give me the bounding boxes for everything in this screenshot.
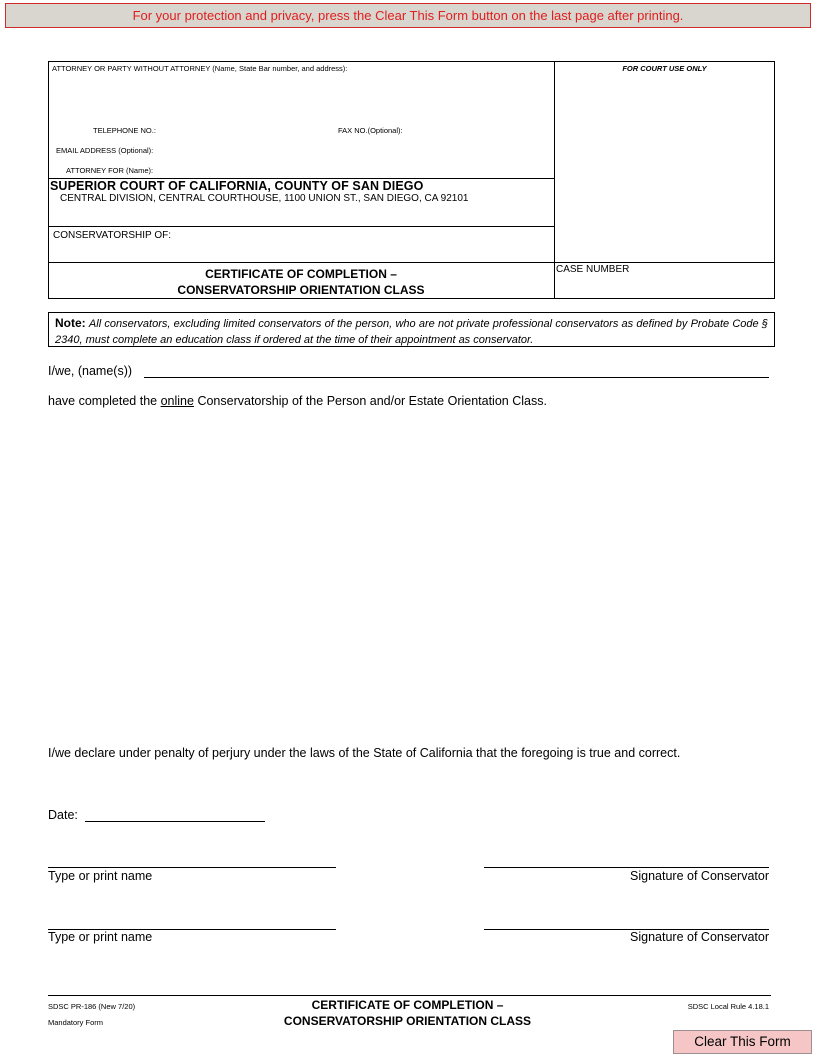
date-line[interactable] [85,808,265,822]
completed-suffix: Conservatorship of the Person and/or Estate Orientation Class. [197,394,547,408]
print-name-line-1[interactable] [48,867,336,868]
signature-label-2: Signature of Conservator [630,930,769,944]
date-label: Date: [48,808,78,822]
print-name-label-2: Type or print name [48,930,153,944]
names-label: I/we, (name(s)) [48,364,133,378]
signature-label-1: Signature of Conservator [630,869,769,883]
case-number-input[interactable] [558,278,774,298]
mandatory-form: Mandatory Form [48,1018,104,1027]
attorney-label: ATTORNEY OR PARTY WITHOUT ATTORNEY (Name, State Bar number, and address): [52,64,348,73]
attorney-input[interactable] [52,76,551,123]
caption-divider [554,61,555,299]
form-title-line2: CONSERVATORSHIP ORIENTATION CLASS [177,283,425,297]
print-name-label-1: Type or print name [48,869,153,883]
court-name: SUPERIOR COURT OF CALIFORNIA, COUNTY OF SAN DIEGO [50,179,424,193]
signature-line-1[interactable] [484,867,769,868]
footer-rule [48,995,771,996]
privacy-banner: For your protection and privacy, press the Clear This Form button on the last page after printing. [5,3,811,28]
conservatorship-separator [48,226,554,227]
form-number: SDSC PR-186 (New 7/20) [48,1002,136,1011]
conservatorship-label: CONSERVATORSHIP OF: [53,230,171,241]
local-rule: SDSC Local Rule 4.18.1 [687,1002,769,1011]
form-title-line1: CERTIFICATE OF COMPLETION – [205,267,397,281]
online-link: online [160,394,194,408]
footer-title-line2: CONSERVATORSHIP ORIENTATION CLASS [283,1014,532,1028]
court-use-label: FOR COURT USE ONLY [622,64,707,73]
clear-form-button[interactable]: Clear This Form [673,1030,812,1054]
fax-label: FAX NO.(Optional): [338,126,403,135]
conservatorship-input[interactable] [185,228,549,260]
note-text: All conservators, excluding limited conservators of the person, who are not private professional conservators as defined by Probate Code § 2340, must complete an education class if ordered at the time of their appointment as conservator. [55,318,769,346]
court-address: CENTRAL DIVISION, CENTRAL COURTHOUSE, 1100 UNION ST., SAN DIEGO, CA 92101 [60,193,469,204]
attorney-for-label: ATTORNEY FOR (Name): [66,166,154,175]
names-line[interactable] [144,364,769,378]
note-label: Note: [55,316,86,330]
footer-title-line1: CERTIFICATE OF COMPLETION – [311,998,504,1012]
form-title [48,266,554,298]
completed-statement [48,394,547,408]
footer-title [230,997,585,1029]
telephone-label: TELEPHONE NO.: [93,126,156,135]
completed-prefix: have completed the [48,394,158,408]
declaration-text: I/we declare under penalty of perjury under the laws of the State of California that the foregoing is true and correct. [48,746,681,760]
email-label: EMAIL ADDRESS (Optional): [56,146,154,155]
case-number-label: CASE NUMBER [556,264,630,275]
note-box [48,312,775,347]
title-separator [48,262,775,263]
